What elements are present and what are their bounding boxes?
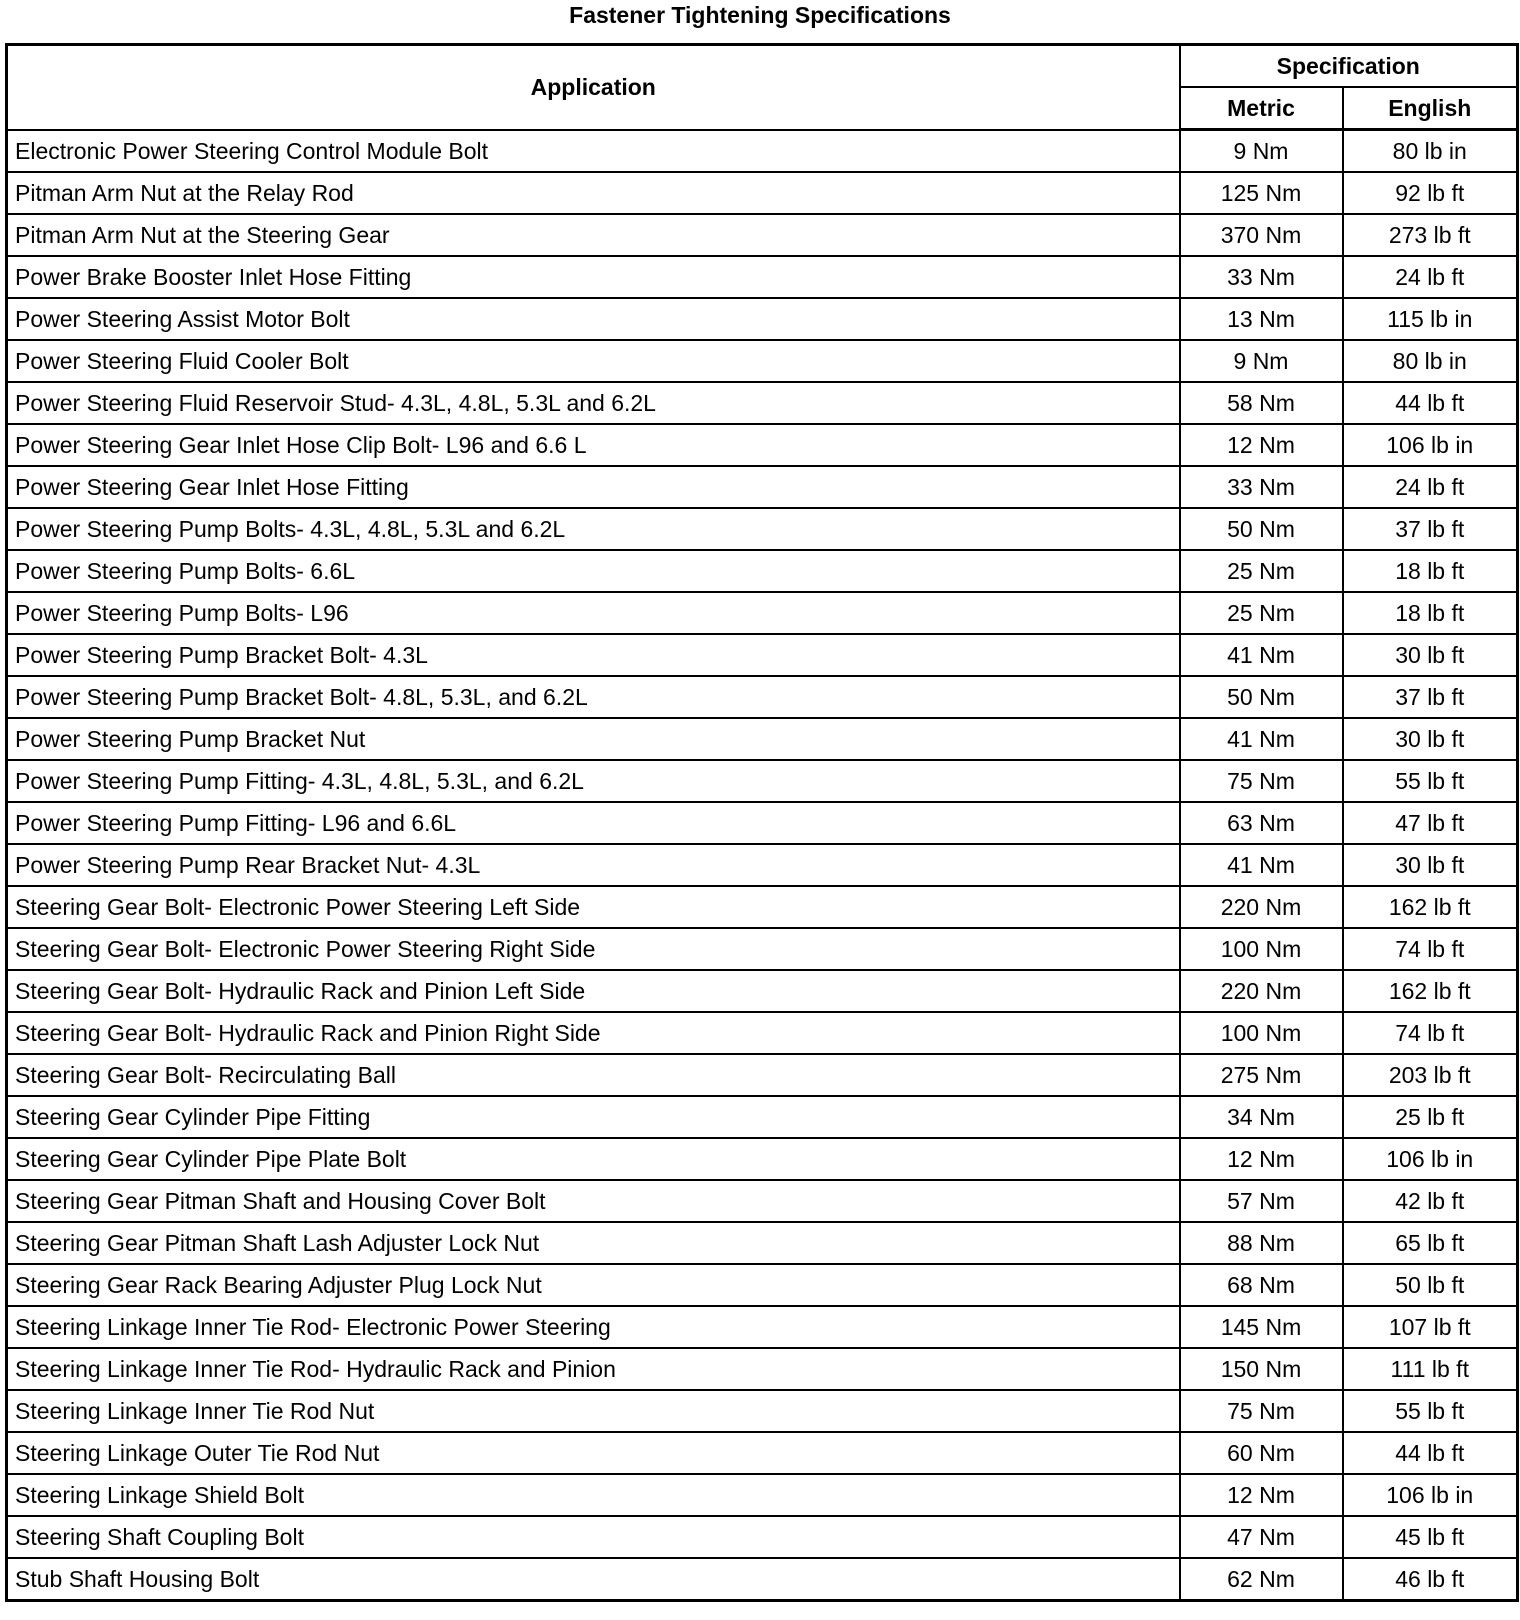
application-cell: Power Brake Booster Inlet Hose Fitting	[7, 256, 1180, 298]
metric-cell: 100 Nm	[1180, 928, 1343, 970]
application-cell: Steering Gear Pitman Shaft and Housing Cover Bolt	[7, 1180, 1180, 1222]
table-row	[7, 298, 1518, 340]
application-cell: Power Steering Gear Inlet Hose Fitting	[7, 466, 1180, 508]
english-cell: 47 lb ft	[1343, 802, 1518, 844]
table-row	[7, 424, 1518, 466]
metric-cell: 12 Nm	[1180, 424, 1343, 466]
application-cell: Power Steering Fluid Cooler Bolt	[7, 340, 1180, 382]
metric-cell: 13 Nm	[1180, 298, 1343, 340]
header-english: English	[1343, 87, 1518, 130]
english-cell: 162 lb ft	[1343, 886, 1518, 928]
english-cell: 115 lb in	[1343, 298, 1518, 340]
table-row	[7, 1348, 1518, 1390]
table-row	[7, 718, 1518, 760]
application-cell: Power Steering Pump Bolts- L96	[7, 592, 1180, 634]
english-cell: 106 lb in	[1343, 1474, 1518, 1516]
application-cell: Power Steering Pump Bolts- 6.6L	[7, 550, 1180, 592]
header-application: Application	[7, 45, 1180, 130]
table-row	[7, 634, 1518, 676]
application-cell: Steering Linkage Shield Bolt	[7, 1474, 1180, 1516]
application-cell: Power Steering Pump Bolts- 4.3L, 4.8L, 5.3L and 6.2L	[7, 508, 1180, 550]
table-row	[7, 760, 1518, 802]
metric-cell: 25 Nm	[1180, 592, 1343, 634]
table-row	[7, 1012, 1518, 1054]
application-cell: Steering Gear Bolt- Hydraulic Rack and Pinion Right Side	[7, 1012, 1180, 1054]
metric-cell: 12 Nm	[1180, 1138, 1343, 1180]
metric-cell: 41 Nm	[1180, 718, 1343, 760]
table-row	[7, 1054, 1518, 1096]
application-cell: Steering Shaft Coupling Bolt	[7, 1516, 1180, 1558]
metric-cell: 63 Nm	[1180, 802, 1343, 844]
english-cell: 55 lb ft	[1343, 760, 1518, 802]
english-cell: 30 lb ft	[1343, 718, 1518, 760]
fastener-spec-table	[5, 43, 1519, 1602]
application-cell: Steering Gear Bolt- Electronic Power Steering Left Side	[7, 886, 1180, 928]
header-metric: Metric	[1180, 87, 1343, 130]
english-cell: 74 lb ft	[1343, 928, 1518, 970]
english-cell: 46 lb ft	[1343, 1558, 1518, 1601]
english-cell: 203 lb ft	[1343, 1054, 1518, 1096]
english-cell: 24 lb ft	[1343, 256, 1518, 298]
table-row	[7, 130, 1518, 173]
metric-cell: 25 Nm	[1180, 550, 1343, 592]
application-cell: Steering Linkage Inner Tie Rod- Hydraulic Rack and Pinion	[7, 1348, 1180, 1390]
table-row	[7, 340, 1518, 382]
english-cell: 111 lb ft	[1343, 1348, 1518, 1390]
application-cell: Steering Gear Cylinder Pipe Plate Bolt	[7, 1138, 1180, 1180]
metric-cell: 150 Nm	[1180, 1348, 1343, 1390]
table-row	[7, 1474, 1518, 1516]
metric-cell: 75 Nm	[1180, 1390, 1343, 1432]
table-row	[7, 1432, 1518, 1474]
metric-cell: 41 Nm	[1180, 634, 1343, 676]
table-row	[7, 256, 1518, 298]
english-cell: 30 lb ft	[1343, 844, 1518, 886]
english-cell: 106 lb in	[1343, 1138, 1518, 1180]
table-row	[7, 844, 1518, 886]
application-cell: Power Steering Pump Rear Bracket Nut- 4.3L	[7, 844, 1180, 886]
metric-cell: 50 Nm	[1180, 508, 1343, 550]
english-cell: 42 lb ft	[1343, 1180, 1518, 1222]
application-cell: Steering Linkage Inner Tie Rod- Electronic Power Steering	[7, 1306, 1180, 1348]
metric-cell: 9 Nm	[1180, 340, 1343, 382]
application-cell: Power Steering Pump Fitting- L96 and 6.6L	[7, 802, 1180, 844]
metric-cell: 34 Nm	[1180, 1096, 1343, 1138]
application-cell: Steering Gear Bolt- Electronic Power Steering Right Side	[7, 928, 1180, 970]
table-row	[7, 466, 1518, 508]
table-row	[7, 1264, 1518, 1306]
english-cell: 37 lb ft	[1343, 508, 1518, 550]
table-row	[7, 1096, 1518, 1138]
english-cell: 18 lb ft	[1343, 550, 1518, 592]
metric-cell: 41 Nm	[1180, 844, 1343, 886]
application-cell: Steering Gear Pitman Shaft Lash Adjuster Lock Nut	[7, 1222, 1180, 1264]
table-row	[7, 550, 1518, 592]
application-cell: Power Steering Pump Bracket Nut	[7, 718, 1180, 760]
metric-cell: 33 Nm	[1180, 256, 1343, 298]
english-cell: 162 lb ft	[1343, 970, 1518, 1012]
metric-cell: 47 Nm	[1180, 1516, 1343, 1558]
application-cell: Steering Gear Cylinder Pipe Fitting	[7, 1096, 1180, 1138]
english-cell: 24 lb ft	[1343, 466, 1518, 508]
english-cell: 74 lb ft	[1343, 1012, 1518, 1054]
english-cell: 106 lb in	[1343, 424, 1518, 466]
table-row	[7, 802, 1518, 844]
application-cell: Steering Gear Bolt- Hydraulic Rack and Pinion Left Side	[7, 970, 1180, 1012]
metric-cell: 220 Nm	[1180, 886, 1343, 928]
english-cell: 92 lb ft	[1343, 172, 1518, 214]
table-row	[7, 1516, 1518, 1558]
english-cell: 50 lb ft	[1343, 1264, 1518, 1306]
english-cell: 45 lb ft	[1343, 1516, 1518, 1558]
table-row	[7, 1222, 1518, 1264]
application-cell: Power Steering Assist Motor Bolt	[7, 298, 1180, 340]
metric-cell: 125 Nm	[1180, 172, 1343, 214]
metric-cell: 68 Nm	[1180, 1264, 1343, 1306]
metric-cell: 75 Nm	[1180, 760, 1343, 802]
english-cell: 18 lb ft	[1343, 592, 1518, 634]
table-row	[7, 508, 1518, 550]
english-cell: 80 lb in	[1343, 130, 1518, 173]
metric-cell: 58 Nm	[1180, 382, 1343, 424]
english-cell: 65 lb ft	[1343, 1222, 1518, 1264]
metric-cell: 12 Nm	[1180, 1474, 1343, 1516]
english-cell: 55 lb ft	[1343, 1390, 1518, 1432]
table-row	[7, 1180, 1518, 1222]
metric-cell: 57 Nm	[1180, 1180, 1343, 1222]
application-cell: Power Steering Pump Bracket Bolt- 4.3L	[7, 634, 1180, 676]
english-cell: 80 lb in	[1343, 340, 1518, 382]
application-cell: Pitman Arm Nut at the Steering Gear	[7, 214, 1180, 256]
application-cell: Power Steering Gear Inlet Hose Clip Bolt- L96 and 6.6 L	[7, 424, 1180, 466]
table-row	[7, 1306, 1518, 1348]
metric-cell: 88 Nm	[1180, 1222, 1343, 1264]
application-cell: Steering Linkage Outer Tie Rod Nut	[7, 1432, 1180, 1474]
metric-cell: 100 Nm	[1180, 1012, 1343, 1054]
table-row	[7, 592, 1518, 634]
table-body	[7, 130, 1518, 1601]
english-cell: 44 lb ft	[1343, 1432, 1518, 1474]
application-cell: Power Steering Pump Bracket Bolt- 4.8L, 5.3L, and 6.2L	[7, 676, 1180, 718]
metric-cell: 50 Nm	[1180, 676, 1343, 718]
table-row	[7, 382, 1518, 424]
english-cell: 37 lb ft	[1343, 676, 1518, 718]
application-cell: Steering Gear Rack Bearing Adjuster Plug Lock Nut	[7, 1264, 1180, 1306]
english-cell: 107 lb ft	[1343, 1306, 1518, 1348]
table-row	[7, 676, 1518, 718]
table-row	[7, 1558, 1518, 1601]
metric-cell: 370 Nm	[1180, 214, 1343, 256]
table-row	[7, 172, 1518, 214]
table-row	[7, 214, 1518, 256]
page-title: Fastener Tightening Specifications	[569, 2, 951, 28]
english-cell: 273 lb ft	[1343, 214, 1518, 256]
table-row	[7, 1390, 1518, 1432]
metric-cell: 9 Nm	[1180, 130, 1343, 173]
application-cell: Electronic Power Steering Control Module Bolt	[7, 130, 1180, 173]
metric-cell: 60 Nm	[1180, 1432, 1343, 1474]
application-cell: Stub Shaft Housing Bolt	[7, 1558, 1180, 1601]
english-cell: 25 lb ft	[1343, 1096, 1518, 1138]
metric-cell: 62 Nm	[1180, 1558, 1343, 1601]
application-cell: Steering Gear Bolt- Recirculating Ball	[7, 1054, 1180, 1096]
application-cell: Pitman Arm Nut at the Relay Rod	[7, 172, 1180, 214]
english-cell: 30 lb ft	[1343, 634, 1518, 676]
application-cell: Steering Linkage Inner Tie Rod Nut	[7, 1390, 1180, 1432]
table-row	[7, 970, 1518, 1012]
table-row	[7, 1138, 1518, 1180]
table-row	[7, 886, 1518, 928]
english-cell: 44 lb ft	[1343, 382, 1518, 424]
table-row	[7, 928, 1518, 970]
table-header	[7, 45, 1518, 130]
application-cell: Power Steering Fluid Reservoir Stud- 4.3L, 4.8L, 5.3L and 6.2L	[7, 382, 1180, 424]
metric-cell: 33 Nm	[1180, 466, 1343, 508]
metric-cell: 220 Nm	[1180, 970, 1343, 1012]
metric-cell: 275 Nm	[1180, 1054, 1343, 1096]
metric-cell: 145 Nm	[1180, 1306, 1343, 1348]
application-cell: Power Steering Pump Fitting- 4.3L, 4.8L, 5.3L, and 6.2L	[7, 760, 1180, 802]
header-specification: Specification	[1180, 45, 1518, 88]
